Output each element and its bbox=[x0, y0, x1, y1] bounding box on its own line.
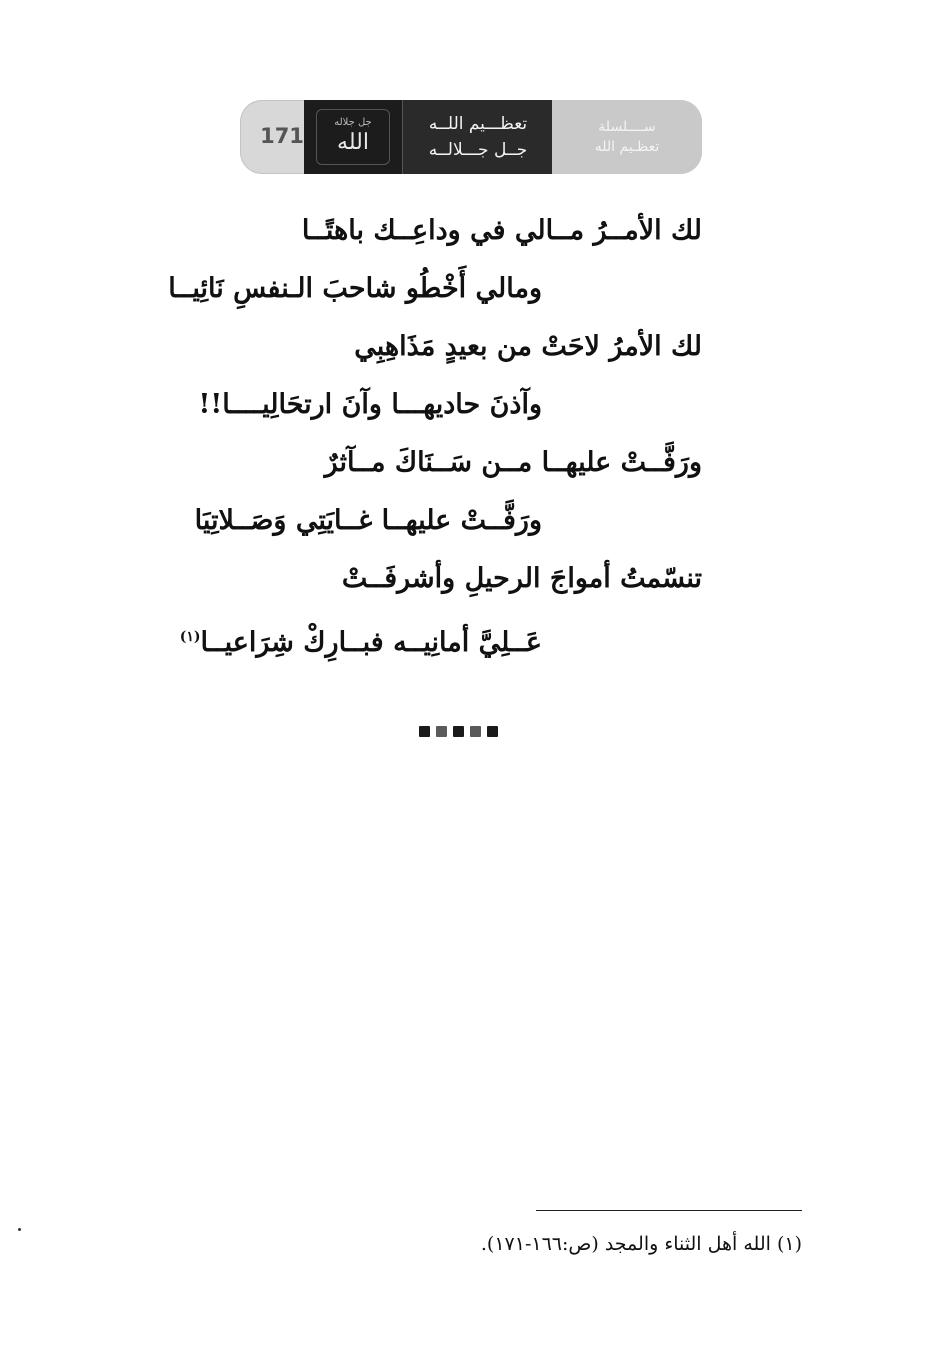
page-header bbox=[240, 100, 702, 174]
series-title-line-2: تعظـيم الله bbox=[594, 139, 660, 155]
book-title bbox=[402, 100, 554, 174]
verse-text: لك الأمــرُ مــالي في وداعِــك باهتًــا bbox=[301, 215, 702, 246]
poem-line-1 bbox=[150, 202, 702, 260]
series-title-line-1: ســــلسلة bbox=[598, 119, 656, 135]
verse-text: ورَفَّــتْ عليهــا مــن سَــنَاكَ مــآثرٌ bbox=[324, 447, 702, 478]
page-number: 171 bbox=[260, 124, 304, 148]
poem-line-8 bbox=[150, 608, 702, 666]
poem-line-4 bbox=[150, 376, 702, 434]
separator-square-icon bbox=[436, 726, 447, 737]
section-separator bbox=[419, 726, 498, 737]
poem-line-2 bbox=[150, 260, 702, 318]
footnote-reference[interactable]: (١) bbox=[179, 629, 201, 645]
scan-speck bbox=[18, 1228, 21, 1231]
allah-calligraphy-emblem bbox=[304, 100, 402, 174]
separator-square-icon bbox=[419, 726, 430, 737]
footnote-divider bbox=[536, 1210, 802, 1211]
poem bbox=[150, 202, 702, 666]
verse-text: تنسّمتُ أمواجَ الرحيلِ وأشرفَــتْ bbox=[341, 563, 702, 594]
verse-text: ورَفَّــتْ عليهــا غــايَتِي وَصَــلاتِيَا bbox=[194, 505, 542, 536]
poem-line-5 bbox=[150, 434, 702, 492]
poem-line-7 bbox=[150, 550, 702, 608]
emblem-subtext: جل جلاله bbox=[334, 117, 372, 128]
separator-square-icon bbox=[470, 726, 481, 737]
poem-line-6 bbox=[150, 492, 702, 550]
poem-line-3 bbox=[150, 318, 702, 376]
verse-text: وآذنَ حاديهـــا وآنَ ارتحَالِيــــا!! bbox=[198, 389, 542, 420]
separator-square-icon bbox=[453, 726, 464, 737]
book-title-line-2: جــل جـــلالــه bbox=[428, 140, 528, 160]
verse-text: ومالي أَخْطُو شاحبَ الـنفسِ نَائِيــا bbox=[168, 273, 542, 304]
emblem-text: الله bbox=[337, 130, 369, 155]
footnote: (١) الله أهل الثناء والمجد (ص:١٦٦-١٧١). bbox=[480, 1233, 802, 1255]
verse-text: عَــلِيَّ أمانِيــه فبــارِكْ شِرَاعيــا bbox=[200, 627, 542, 658]
emblem-frame bbox=[316, 109, 390, 165]
verse-text: لك الأمرُ لاحَتْ من بعيدٍ مَذَاهِبِي bbox=[354, 331, 702, 362]
book-title-line-1: تعظـــيم اللــه bbox=[428, 114, 528, 134]
separator-square-icon bbox=[487, 726, 498, 737]
series-title bbox=[552, 100, 702, 174]
